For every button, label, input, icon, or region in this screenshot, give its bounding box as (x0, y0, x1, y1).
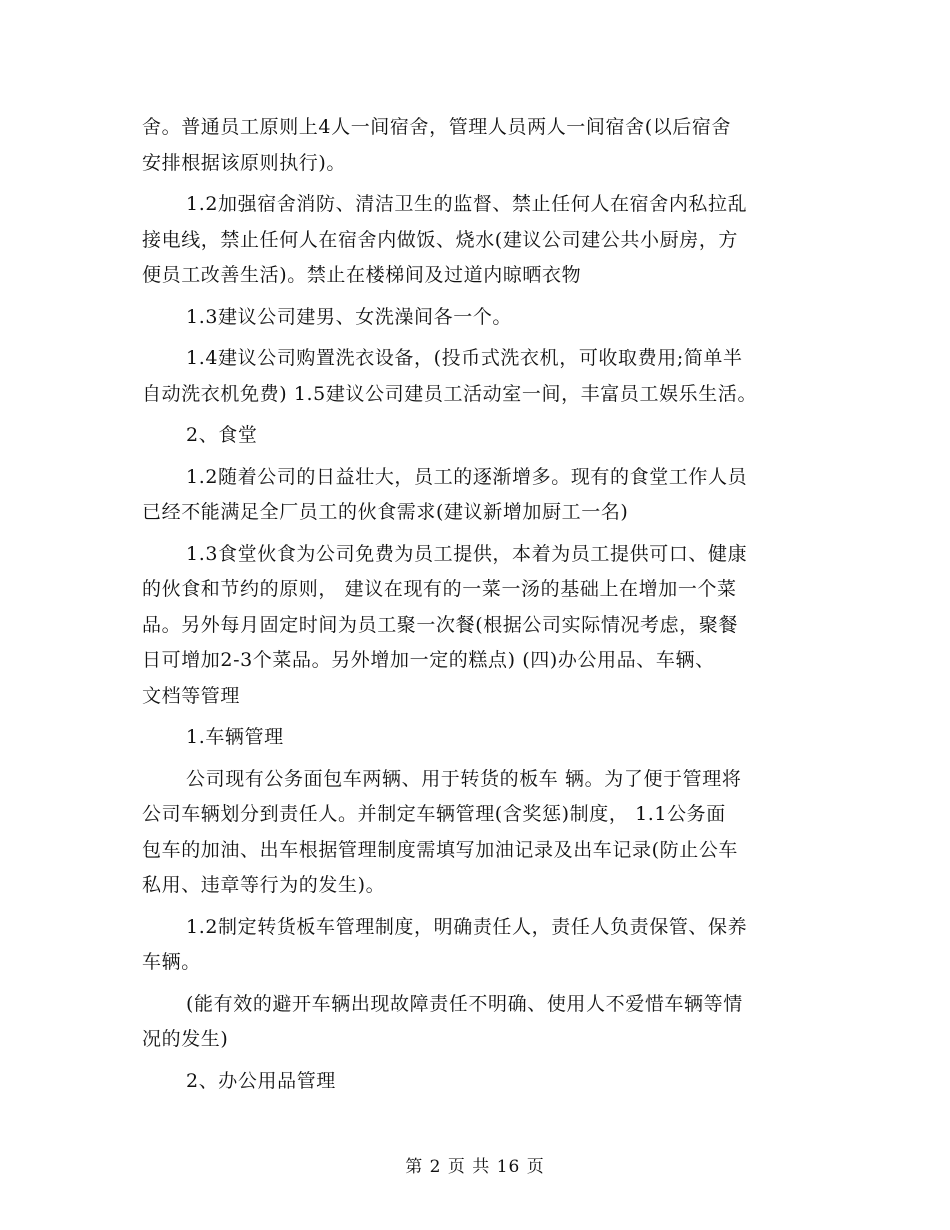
text-line: 1.3食堂伙食为公司免费为员工提供，本着为员工提供可口、健康 (186, 542, 748, 565)
section-heading: 2、办公用品管理 (186, 1069, 336, 1092)
text-line: 品。另外每月固定时间为员工聚一次餐(根据公司实际情况考虑，聚餐 (142, 613, 739, 636)
text-line: (能有效的避开车辆出现故障责任不明确、使用人不爱惜车辆等情 (186, 992, 743, 1015)
text-line: 自动洗衣机免费) 1.5建议公司建员工活动室一间，丰富员工娱乐生活。 (142, 382, 758, 405)
text-line: 便员工改善生活)。禁止在楼梯间及过道内晾晒衣物 (142, 264, 582, 286)
text-line: 日可增加2-3个菜品。另外增加一定的糕点) (四)办公用品、车辆、 (142, 649, 715, 671)
text-line: 接电线，禁止任何人在宿舍内做饭、烧水(建议公司建公共小厨房，方 (142, 228, 739, 251)
text-line: 公司车辆划分到责任人。并制定车辆管理(含奖惩)制度， 1.1公务面 (142, 803, 726, 825)
document-body (142, 110, 817, 1099)
text-line: 1.2制定转货板车管理制度，明确责任人，责任人负责保管、保养 (186, 915, 748, 938)
text-line: 1.2加强宿舍消防、清洁卫生的监督、禁止任何人在宿舍内私拉乱 (186, 193, 748, 215)
text-line: 私用、违章等行为的发生)。 (142, 874, 386, 896)
text-line: 况的发生) (142, 1028, 229, 1050)
text-line: 公司现有公务面包车两辆、用于转货的板车 辆。为了便于管理将 (186, 767, 742, 790)
page-number-footer: 第 2 页 共 16 页 (405, 1157, 545, 1177)
text-line: 1.3建议公司建男、女洗澡间各一个。 (186, 305, 513, 328)
text-line: 舍。普通员工原则上4人一间宿舍，管理人员两人一间宿舍(以后宿舍 (142, 116, 732, 138)
text-line: 文档等管理 (142, 684, 241, 707)
text-line: 已经不能满足全厂员工的伙食需求(建议新增加厨工一名) (142, 501, 629, 523)
text-line: 的伙食和节约的原则， 建议在现有的一菜一汤的基础上在增加一个菜 (142, 578, 737, 600)
text-line: 1.2随着公司的日益壮大，员工的逐渐增多。现有的食堂工作人员 (186, 465, 748, 488)
text-line: 1.4建议公司购置洗衣设备，(投币式洗衣机，可收取费用;简单半 (186, 347, 743, 369)
section-heading: 2、食堂 (186, 424, 258, 446)
text-line: 车辆。 (142, 951, 201, 973)
text-line: 安排根据该原则执行)。 (142, 151, 347, 174)
section-heading: 1.车辆管理 (186, 726, 284, 748)
text-line: 包车的加油、出车根据管理制度需填写加油记录及出车记录(防止公车 (142, 838, 739, 861)
